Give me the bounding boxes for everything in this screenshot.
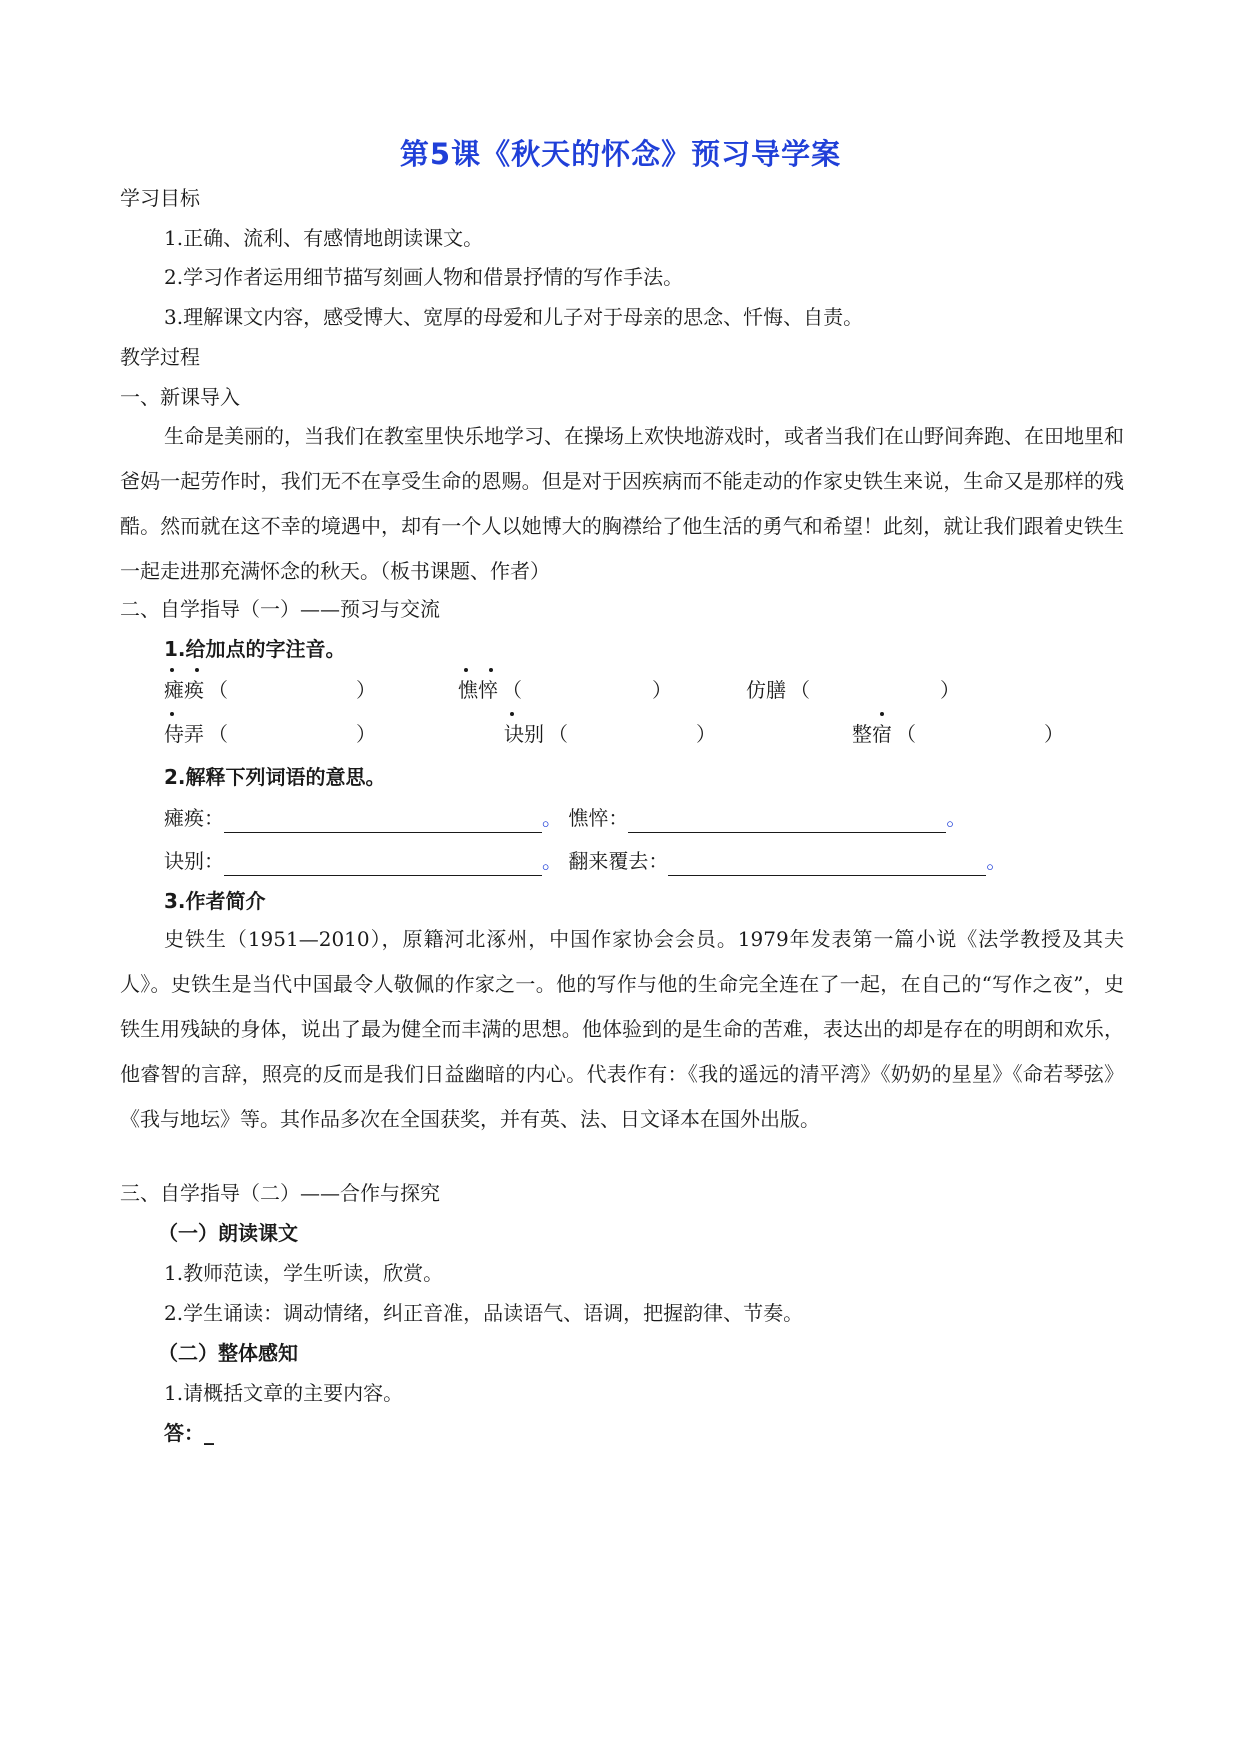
pinyin-word: 整宿 — [852, 722, 892, 746]
process-heading: 教学过程 — [120, 345, 200, 369]
period-mark: 。 — [542, 806, 562, 830]
page-title: 第5课《秋天的怀念》预习导学案 — [399, 137, 842, 171]
sub2-item: 1.请概括文章的主要内容。 — [164, 1381, 404, 1405]
open-paren: （ — [896, 722, 916, 746]
sub1-item: 1.教师范读，学生听读，欣赏。 — [164, 1261, 444, 1285]
pinyin-word: 诀别 — [504, 722, 544, 746]
emphasis-dot — [170, 668, 174, 672]
pinyin-word: 瘫痪 — [164, 678, 204, 702]
term: 憔悴： — [568, 806, 629, 830]
answer-blank[interactable] — [224, 810, 542, 833]
close-paren: ） — [696, 722, 716, 746]
close-paren: ） — [356, 678, 376, 702]
author-paragraph: 史铁生（1951—2010），原籍河北涿州，中国作家协会会员。1979年发表第一篇小说《法学教授及其夫人》。史铁生是当代中国最令人敬佩的作家之一。他的写作与他的生命完全连在了一起，在自己的“写作之夜”，史铁生用残缺的身体，说出了最为健全而丰满的思想。他体验到的是生命的苦难，表达出的却是存在的明朗和欢乐，他睿智的言辞，照亮的反而是我们日益幽暗的内心。代表作有：《我的遥远的清平湾》《奶奶的星星》《命若琴弦》《我与地坛》等。其作品多次在全国获奖，并有英、法、日文译本在国外出版。 — [120, 927, 1124, 1131]
section1-heading: 一、新课导入 — [120, 385, 240, 409]
answer-blank[interactable] — [628, 810, 946, 833]
open-paren: （ — [502, 678, 522, 702]
pinyin-word: 侍弄 — [164, 722, 204, 746]
term: 瘫痪： — [164, 806, 224, 830]
objective-item: 1.正确、流利、有感情地朗读课文。 — [164, 226, 484, 250]
close-paren: ） — [940, 678, 960, 702]
emphasis-dot — [195, 668, 199, 672]
pinyin-word: 仿膳 — [746, 678, 786, 702]
emphasis-dot — [170, 712, 174, 716]
term: 诀别： — [164, 849, 224, 873]
q2-label: 2.解释下列词语的意思。 — [164, 765, 386, 789]
answer-blank[interactable] — [668, 853, 986, 876]
period-mark: 。 — [986, 849, 1007, 873]
open-paren: （ — [208, 678, 228, 702]
definition-row — [164, 846, 1006, 876]
pinyin-word: 憔悴 — [458, 678, 498, 702]
sub1-heading: （一）朗读课文 — [158, 1221, 298, 1245]
emphasis-dot — [880, 712, 884, 716]
open-paren: （ — [208, 722, 228, 746]
section3-heading: 三、自学指导（二）——合作与探究 — [120, 1181, 440, 1205]
section2-heading: 二、自学指导（一）——预习与交流 — [120, 597, 440, 621]
close-paren: ） — [356, 722, 376, 746]
intro-paragraph: 生命是美丽的，当我们在教室里快乐地学习、在操场上欢快地游戏时，或者当我们在山野间奔跑、在田地里和爸妈一起劳作时，我们无不在享受生命的恩赐。但是对于因疾病而不能走动的作家史铁生来说，生命又是那样的残酷。然而就在这不幸的境遇中，却有一个人以她博大的胸襟给了他生活的勇气和希望！此刻，就让我们跟着史铁生一起走进那充满怀念的秋天。（板书课题、作者） — [120, 424, 1124, 583]
emphasis-dot — [489, 668, 493, 672]
objective-item: 3.理解课文内容，感受博大、宽厚的母爱和儿子对于母亲的思念、忏悔、自责。 — [164, 305, 864, 329]
emphasis-dot — [510, 712, 514, 716]
close-paren: ） — [652, 678, 672, 702]
q3-label: 3.作者简介 — [164, 889, 266, 913]
objectives-heading: 学习目标 — [120, 186, 200, 210]
answer-blank[interactable] — [224, 853, 542, 876]
objective-item: 2.学习作者运用细节描写刻画人物和借景抒情的写作手法。 — [164, 265, 684, 289]
emphasis-dot — [464, 668, 468, 672]
answer-line[interactable]: 答：_ — [164, 1421, 214, 1445]
open-paren: （ — [790, 678, 810, 702]
definition-row — [164, 803, 966, 833]
sub1-item: 2.学生诵读：调动情绪，纠正音准，品读语气、语调，把握韵律、节奏。 — [164, 1301, 804, 1325]
term: 翻来覆去： — [568, 849, 669, 873]
period-mark: 。 — [542, 849, 562, 873]
open-paren: （ — [548, 722, 568, 746]
period-mark: 。 — [946, 806, 967, 830]
sub2-heading: （二）整体感知 — [158, 1341, 298, 1365]
q1-label: 1.给加点的字注音。 — [164, 637, 346, 661]
close-paren: ） — [1044, 722, 1064, 746]
